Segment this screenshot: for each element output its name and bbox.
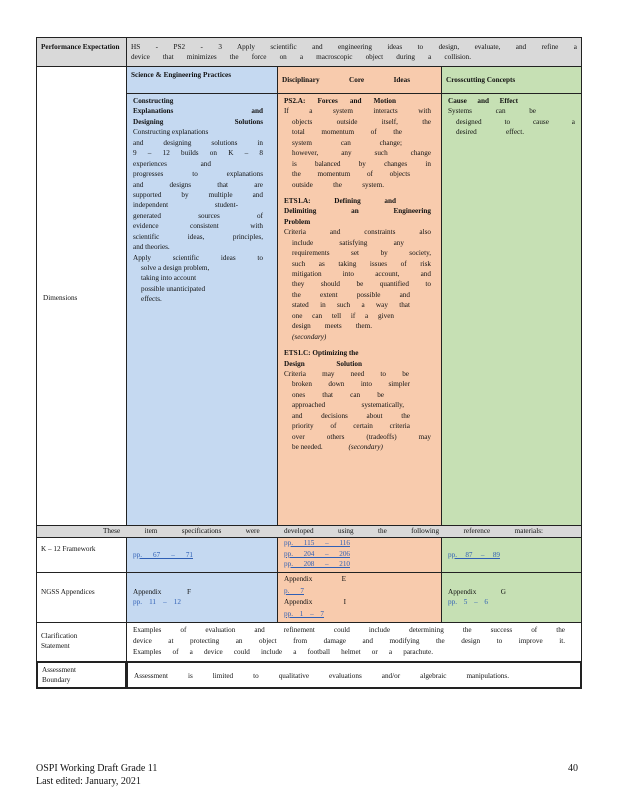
ets1a-title-3: Problem [284, 217, 311, 226]
ngss-dci-pages-i[interactable]: pp. 1 – 7 [284, 609, 324, 618]
ps2a-line-5: however, any such change [292, 149, 431, 158]
ccc-line-2: designed to cause a [456, 117, 575, 126]
sep-body-9: generated sources of [133, 211, 263, 220]
ccc-line-3: desired effect. [456, 128, 524, 137]
sep-bullet-3: taking into account [141, 274, 197, 283]
ets1c-line-5: and decisions about the [292, 411, 410, 420]
ccc-body-cell [441, 93, 582, 526]
ets1c-line-6: priority of certain criteria [292, 422, 410, 431]
specs-note: These item specifications were developed using the following reference materials: [103, 527, 543, 535]
ngss-sep-pages[interactable]: pp. 11 – 12 [133, 598, 181, 607]
ngss-label-cell [36, 572, 127, 623]
ets1a-line-6: they should be quantified to [292, 280, 431, 289]
ps2a-title: PS2.A: Forces and Motion [284, 97, 396, 105]
ccc-header-cell [441, 66, 582, 94]
clarification-label-cell [36, 622, 127, 662]
k12-dci-link-3[interactable]: pp. 208 – 210 [284, 560, 350, 568]
sep-bullet-5: effects. [141, 295, 162, 304]
ngss-ccc-cell [441, 572, 582, 623]
ets1c-note: (secondary) [348, 443, 383, 451]
ngss-ccc-appendix: Appendix G [448, 588, 506, 596]
ets1c-title-1: ETS1.C: Optimizing the [284, 349, 359, 358]
ngss-dci-cell [277, 572, 442, 623]
ngss-sep-cell [126, 572, 278, 623]
ets1a-note: (secondary) [292, 332, 327, 341]
k12-label-cell [36, 537, 127, 573]
k12-sep-cell [126, 537, 278, 573]
ccc-title: Cause and Effect [448, 97, 518, 105]
ets1a-line-2: include satisfying any [292, 238, 404, 247]
pe-label: Performance Expectation [41, 43, 120, 51]
clarification-line-2: device at protecting an object from damage and modifying the design to improve it. [133, 637, 565, 645]
sep-bullet-2: solve a design problem, [141, 264, 210, 272]
sep-body-11: scientific ideas, principles, [133, 232, 263, 241]
ngss-dci-appendix-i: Appendix I [284, 598, 346, 606]
pe-text-line-1: HS - PS2 - 3 Apply scientific and engineering ideas to design, evaluate, and refine a [131, 43, 577, 51]
ps2a-line-2: objects outside itself, the [292, 117, 431, 126]
sep-title-2: Explanations and [133, 107, 263, 116]
ets1a-line-4: such as taking issues of risk [292, 259, 431, 268]
ets1a-title-2: Delimiting an Engineering [284, 207, 431, 216]
k12-dci-link-2[interactable]: pp. 204 – 206 [284, 549, 350, 558]
ets1c-line-4: approached systematically, [292, 401, 404, 410]
k12-label: K – 12 Framework [41, 545, 96, 553]
k12-dci-cell [277, 537, 442, 573]
ets1a-line-3: requirements set by society, [292, 249, 431, 258]
sep-body-5: progresses to explanations [133, 170, 263, 179]
footer-last-edited: Last edited: January, 2021 [36, 776, 141, 787]
ps2a-line-1: If a system interacts with [284, 107, 431, 116]
ccc-header: Crosscutting Concepts [446, 76, 516, 84]
dci-body-cell [277, 93, 442, 526]
clarification-line-1: Examples of evaluation and refinement could include determining the success of the [133, 626, 565, 634]
page-number: 40 [568, 763, 578, 774]
k12-ccc-link[interactable]: pp. 87 – 89 [448, 551, 500, 559]
clarification-label: Clarification Statement [41, 632, 78, 651]
ets1c-title-2: Design Solution [284, 359, 362, 368]
ets1c-line-3: ones that can be [292, 390, 384, 399]
ps2a-line-3: total momentum of the [292, 128, 402, 137]
sep-body-4: experiences and [133, 159, 211, 168]
sep-bullet-4: possible unanticipated [141, 284, 206, 293]
sep-body-cell [126, 93, 278, 526]
sep-body-8: independent student- [133, 201, 238, 210]
ets1a-line-1: Criteria and constraints also [284, 228, 431, 237]
ps2a-line-6: is balanced by changes in [292, 159, 431, 168]
sep-body-7: supported by multiple and [133, 190, 263, 199]
sep-body-1: Constructing explanations [133, 128, 209, 137]
sep-body-10: evidence consistent with [133, 222, 263, 231]
ets1a-line-8: stated in such a way that [292, 301, 410, 310]
ets1a-line-5: mitigation into account, and [292, 270, 431, 278]
ets1a-title-1: ETS1.A: Defining and [284, 196, 396, 205]
ets1c-line-1: Criteria may need to be [284, 369, 409, 378]
ets1a-line-10: design meets them. [292, 322, 372, 331]
clarification-text-cell [126, 622, 582, 662]
ngss-label: NGSS Appendices [41, 588, 95, 596]
ngss-ccc-pages[interactable]: pp. 5 – 6 [448, 598, 488, 607]
footer-draft-label: OSPI Working Draft Grade 11 [36, 763, 158, 774]
sep-body-3: 9 – 12 builds on K – 8 [133, 149, 263, 158]
pe-text-cell [126, 37, 582, 67]
k12-dci-link-1[interactable]: pp. 115 – 116 [284, 539, 350, 547]
ets1a-line-7: the extent possible and [292, 290, 410, 299]
ngss-sep-appendix: Appendix F [133, 588, 191, 596]
sep-title-3: Designing Solutions [133, 117, 263, 126]
boundary-text-cell [126, 661, 582, 689]
boundary-text: Assessment is limited to qualitative evaluations and/or algebraic manipulations. [134, 672, 509, 680]
k12-sep-link[interactable]: pp. 67 – 71 [133, 551, 193, 559]
ets1c-line-7: over others (tradeoffs) may [292, 432, 431, 441]
ngss-dci-pages-e[interactable]: p. 7 [284, 586, 304, 595]
boundary-label-cell [36, 661, 127, 689]
ps2a-line-4: system can change; [292, 138, 402, 147]
ets1c-line-8: be needed. [292, 443, 323, 451]
ets1c-line-2: broken down into simpler [292, 380, 410, 389]
dci-header-cell [277, 66, 442, 94]
dimensions-label-cell [36, 66, 127, 526]
ps2a-line-8: outside the system. [292, 180, 384, 189]
pe-label-cell [36, 37, 127, 67]
sep-body-2: and designing solutions in [133, 138, 263, 147]
dci-header: Disciplinary Core Ideas [282, 76, 410, 84]
sep-title-1: Constructing [133, 97, 174, 105]
ngss-dci-appendix-e: Appendix E [284, 575, 346, 583]
sep-header: Science & Engineering Practices [131, 71, 231, 79]
sep-body-6: and designs that are [133, 180, 263, 189]
k12-ccc-cell [441, 537, 582, 573]
footer-left [36, 762, 157, 788]
boundary-label: Assessment Boundary [42, 666, 76, 685]
ccc-line-1: Systems can be [448, 107, 536, 116]
sep-header-cell [126, 66, 278, 94]
sep-body-12: and theories. [133, 243, 170, 252]
ps2a-line-7: the momentum of objects [292, 170, 410, 179]
pe-text-line-2: device that minimizes the force on a macroscopic object during a collision. [131, 53, 471, 62]
ets1a-line-9: one can tell if a given [292, 311, 394, 320]
clarification-line-3: Examples of a device could include a football helmet or a parachute. [133, 648, 433, 656]
dimensions-label: Dimensions [43, 294, 78, 302]
sep-bullet-1: Apply scientific ideas to [133, 253, 263, 262]
